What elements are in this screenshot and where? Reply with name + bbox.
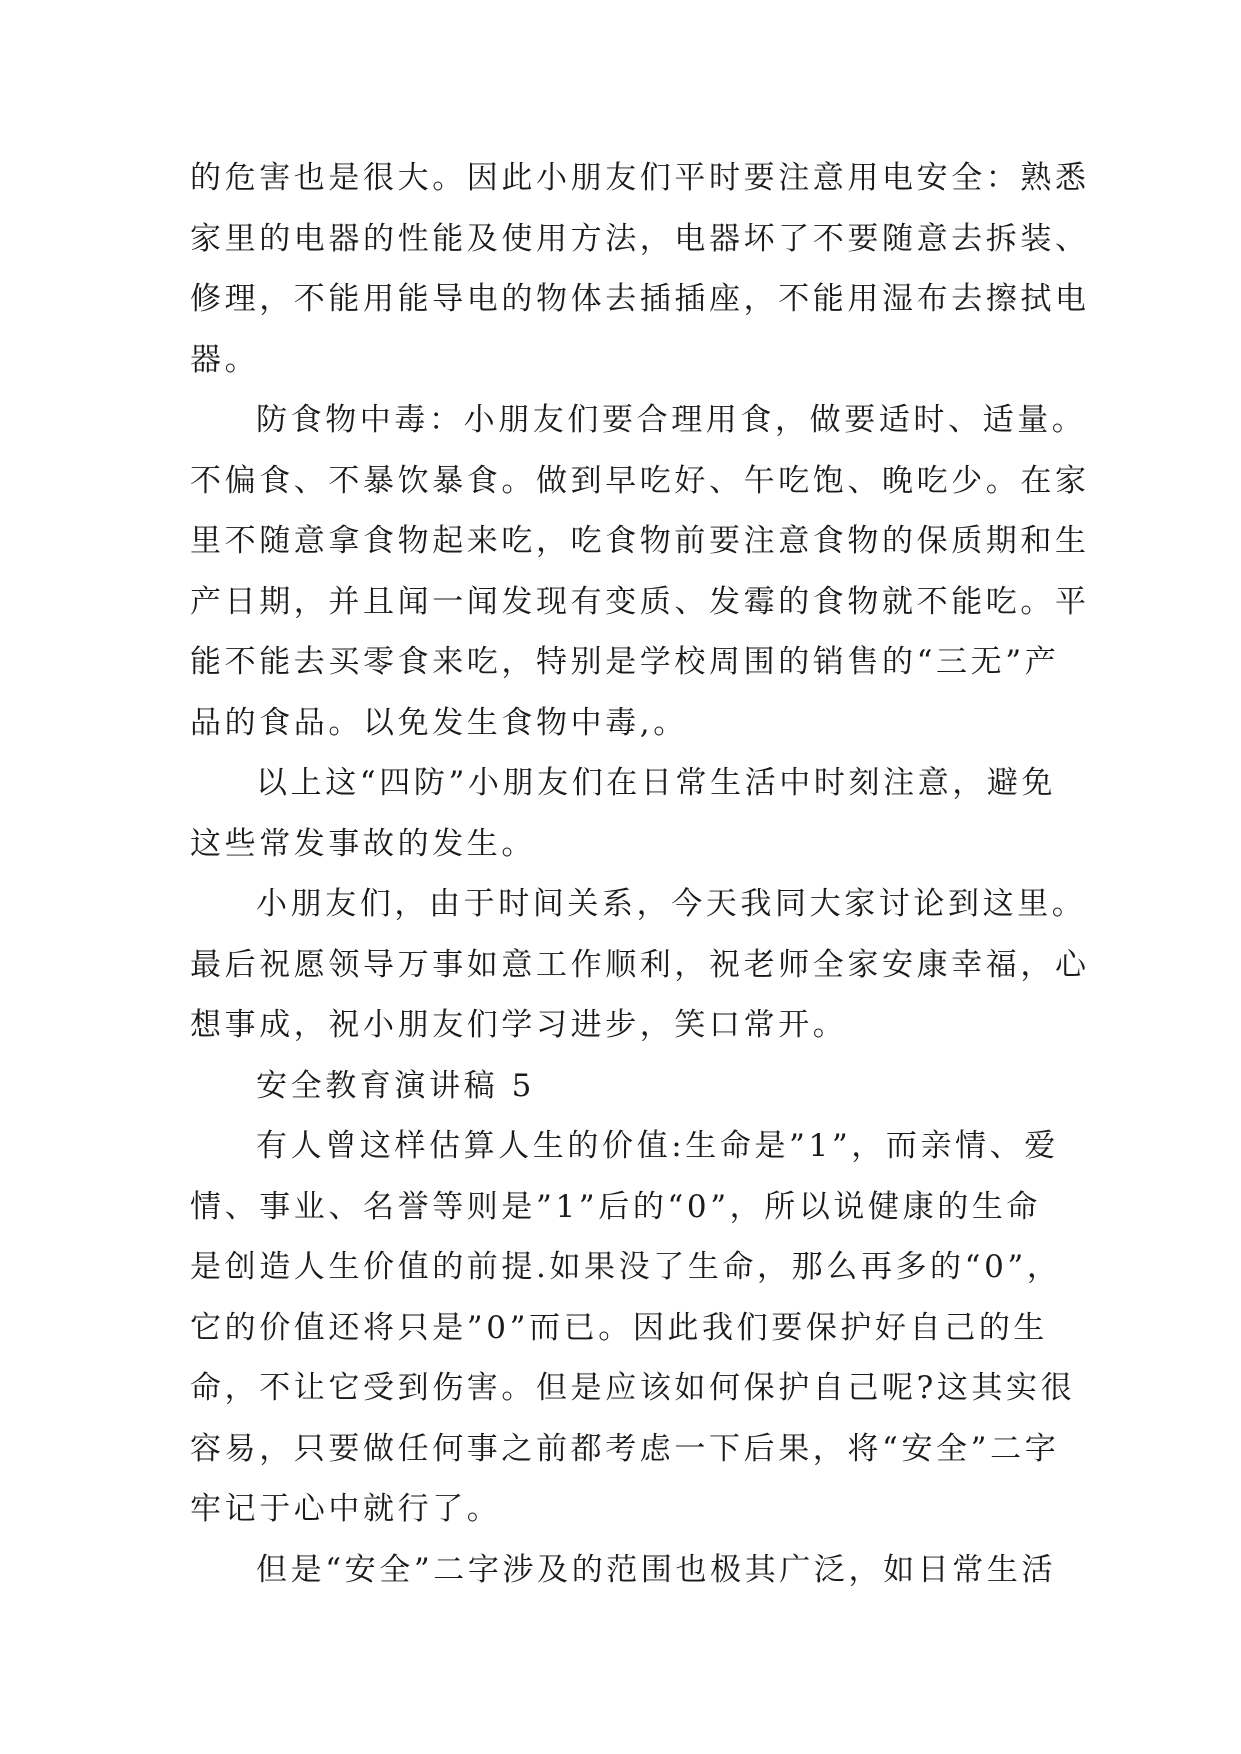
text-line: 是创造人生价值的前提.如果没了生命，那么再多的“0”， [190,1249,1062,1285]
text-line: 家里的电器的性能及使用方法，电器坏了不要随意去拆装、 [190,220,1090,257]
text-line: 情、事业、名誉等则是”1”后的“0”，所以说健康的生命 [190,1188,1042,1225]
paragraph-start-line: 但是“安全”二字涉及的范围也极其广泛，如日常生活 [256,1551,1057,1588]
text-line: 器。 [190,341,260,378]
paragraph-start-line: 有人曾这样估算人生的价值:生命是”1”，而亲情、爱 [256,1128,1059,1164]
text-line: 的危害也是很大。因此小朋友们平时要注意用电安全：熟悉 [190,160,1090,196]
text-line: 想事成，祝小朋友们学习进步，笑口常开。 [190,1007,848,1043]
paragraph-start-line: 以上这“四防”小朋友们在日常生活中时刻注意，避免 [256,765,1057,801]
section-heading: 安全教育演讲稿 5 [256,1067,535,1104]
text-line: 不偏食、不暴饮暴食。做到早吃好、午吃饱、晚吃少。在家 [190,462,1090,499]
text-line: 它的价值还将只是”0”而已。因此我们要保护好自己的生 [190,1309,1049,1346]
text-line: 修理，不能用能导电的物体去插插座，不能用湿布去擦拭电 [190,281,1090,317]
text-line: 产日期，并且闻一闻发现有变质、发霉的食物就不能吃。平 [190,583,1090,620]
text-line: 这些常发事故的发生。 [190,825,536,862]
text-line: 品的食品。以免发生食物中毒,。 [190,704,688,741]
paragraph-start-line: 小朋友们，由于时间关系，今天我同大家讨论到这里。 [256,886,1087,922]
text-line: 能不能去买零食来吃，特别是学校周围的销售的“三无”产 [190,644,1060,680]
paragraph-start-line: 防食物中毒：小朋友们要合理用食，做要适时、适量。 [256,402,1087,438]
text-line: 容易，只要做任何事之前都考虑一下后果，将“安全”二字 [190,1430,1060,1467]
document-body [190,148,1090,1600]
text-line: 里不随意拿食物起来吃，吃食物前要注意食物的保质期和生 [190,523,1090,559]
text-line: 最后祝愿领导万事如意工作顺利，祝老师全家安康幸福，心 [190,946,1090,983]
text-line: 牢记于心中就行了。 [190,1491,502,1527]
text-line: 命，不让它受到伤害。但是应该如何保护自己呢?这其实很 [190,1370,1076,1406]
